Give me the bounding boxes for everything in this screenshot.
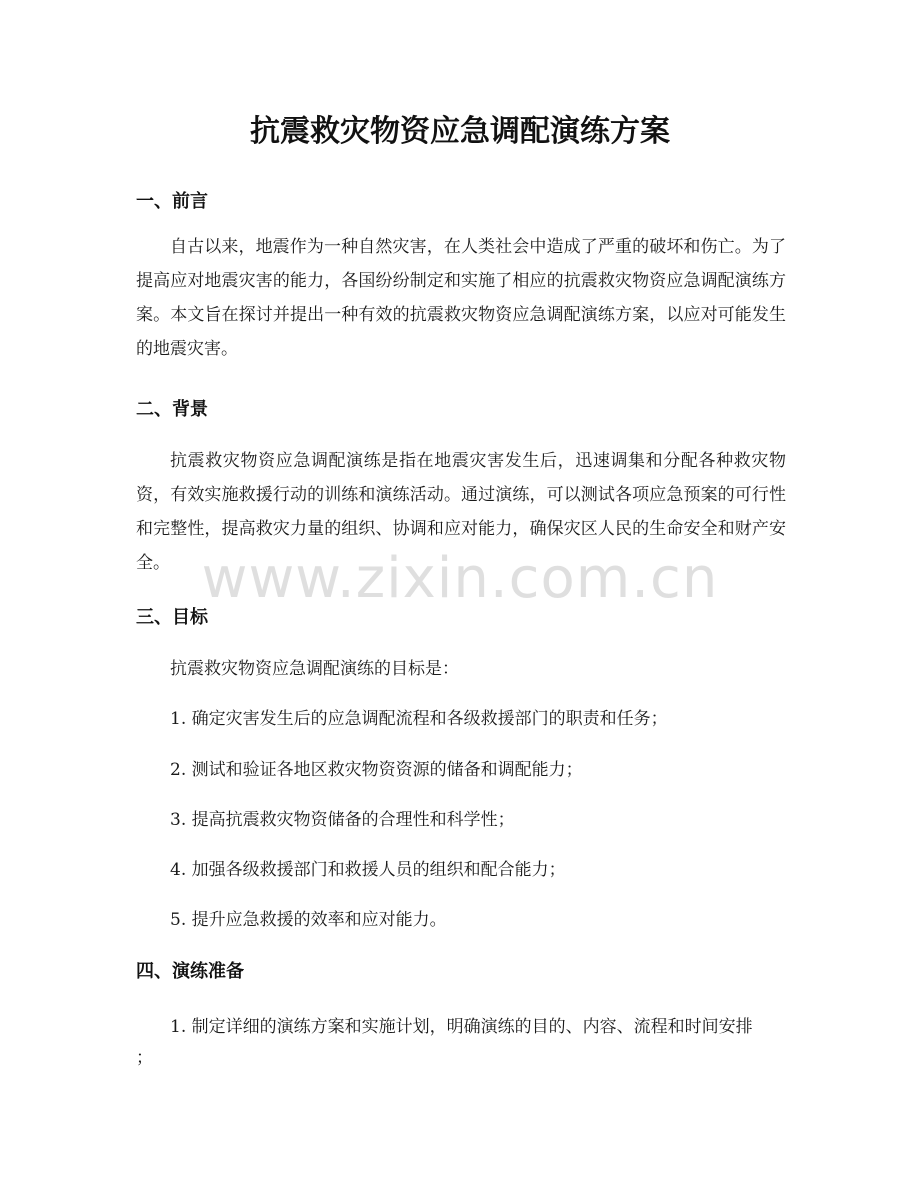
goals-intro: 抗震救灾物资应急调配演练的目标是： (170, 659, 459, 679)
goal-item: 1. 确定灾害发生后的应急调配流程和各级救援部门的职责和任务； (170, 709, 668, 729)
section-heading-goals: 三、目标 (136, 607, 208, 628)
goal-item: 5. 提升应急救援的效率和应对能力。 (170, 910, 447, 930)
document-title: 抗震救灾物资应急调配演练方案 (250, 114, 670, 149)
section-heading-background: 二、背景 (136, 399, 208, 420)
goal-item: 4. 加强各级救援部门和救援人员的组织和配合能力； (170, 860, 566, 880)
section-paragraph-background: 抗震救灾物资应急调配演练是指在地震灾害发生后，迅速调集和分配各种救灾物资，有效实施救援行动的训练和演练活动。通过演练，可以测试各项应急预案的可行性和完整性，提高救灾力量的组织、协调和应对能力，确保灾区人民的生命安全和财产安全。 (136, 451, 786, 573)
section-heading-preparation: 四、演练准备 (136, 961, 244, 982)
preparation-item-tail: ； (136, 1048, 153, 1068)
goal-item: 3. 提高抗震救灾物资储备的合理性和科学性； (170, 810, 515, 830)
preparation-item: 1. 制定详细的演练方案和实施计划，明确演练的目的、内容、流程和时间安排 (170, 1017, 753, 1037)
goal-item: 2. 测试和验证各地区救灾物资资源的储备和调配能力； (170, 760, 583, 780)
section-paragraph-preface: 自古以来，地震作为一种自然灾害，在人类社会中造成了严重的破坏和伤亡。为了提高应对地震灾害的能力，各国纷纷制定和实施了相应的抗震救灾物资应急调配演练方案。本文旨在探讨并提出一种有效的抗震救灾物资应急调配演练方案，以应对可能发生的地震灾害。 (136, 237, 786, 359)
section-heading-preface: 一、前言 (136, 191, 208, 212)
watermark: www.zixin.com.cn (201, 546, 719, 611)
